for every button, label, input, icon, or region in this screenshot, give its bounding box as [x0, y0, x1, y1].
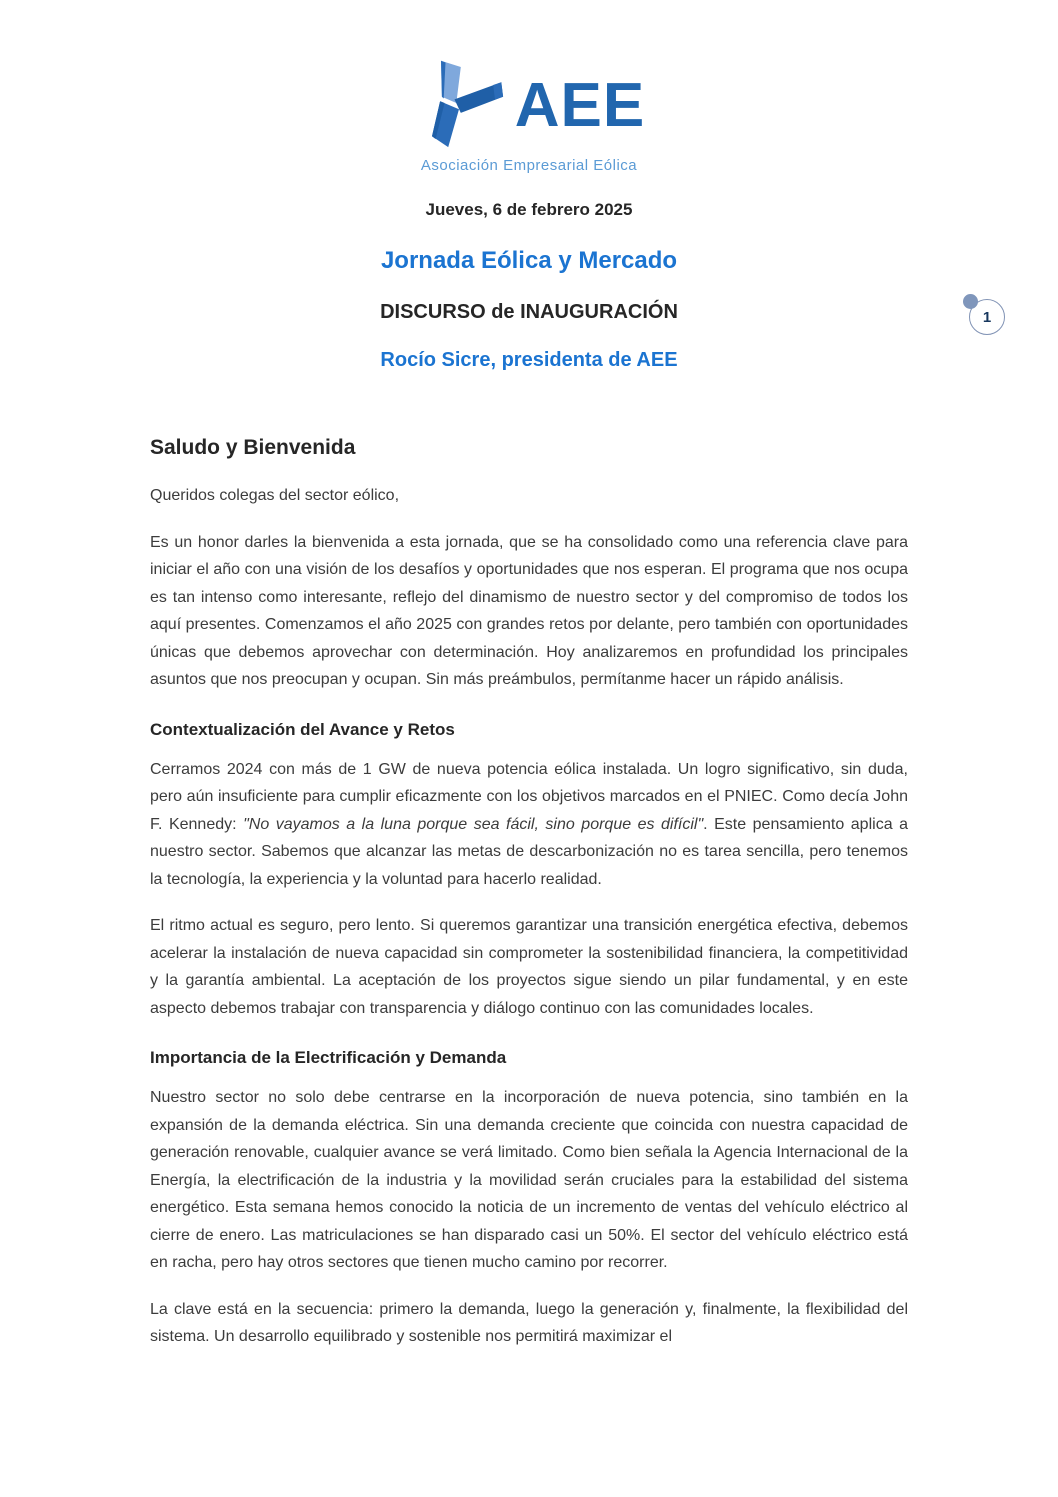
section-heading: Importancia de la Electrificación y Demanda [150, 1048, 507, 1068]
document-body [150, 372, 908, 1351]
body-text: La clave está en la secuencia: primero la demanda, luego la generación y, finalmente, la flexibilidad del sistema. Un desarrollo equilibrado y sostenible nos permitirá maximizar el [150, 1300, 908, 1346]
document-date: Jueves, 6 de febrero 2025 [425, 200, 633, 219]
body-text: Cerramos 2024 con más de 1 GW de nueva potencia eólica instalada. Un logro significativo, sin duda, pero aún insuficiente para cumplir eficazmente con los objetivos marcados en el PNIEC. Como decía John F. Kennedy: [150, 760, 908, 833]
body-text: El ritmo actual es seguro, pero lento. Si queremos garantizar una transición energética efectiva, debemos acelerar la instalación de nueva capacidad sin comprometer la sostenibilidad financiera, la competitividad y la garantía ambiental. La aceptación de los proyectos sigue siendo un pilar fundamental, y en este aspecto debemos trabajar con transparencia y diálogo continuo con las comunidades locales. [150, 917, 908, 1017]
paragraph [150, 756, 908, 894]
document-subtitle: DISCURSO de INAUGURACIÓN [380, 301, 678, 323]
body-text: . Este pensamiento aplica a nuestro sector. Sabemos que alcanzar las metas de descarbonización no es tarea sencilla, pero tenemos la tecnología, la experiencia y la voluntad para hacerlo realidad. [150, 815, 908, 888]
annotation-dot-icon [963, 294, 978, 309]
paragraph [150, 1296, 908, 1351]
logo-tagline: Asociación Empresarial Eólica [420, 157, 638, 174]
wind-turbine-icon [413, 58, 505, 153]
paragraph [150, 482, 908, 510]
document-header [0, 200, 1058, 372]
body-text: Nuestro sector no solo debe centrarse en la incorporación de nueva potencia, sino también en la expansión de la demanda eléctrica. Sin una demanda creciente que coincida con nuestra capacidad de generación renovable, cualquier avance se verá limitado. Como bien señala la Agencia Internacional de la Energía, la electrificación de la industria y la movilidad serán cruciales para la estabilidad del sistema energético. Esta semana hemos conocido la noticia de un incremento de ventas del vehículo eléctrico al cierre de enero. Las matriculaciones se han disparado casi un 50%. El sector del vehículo eléctrico está en racha, pero hay otros sectores que tienen mucho camino por recorrer. [150, 1089, 908, 1272]
body-text: Es un honor darles la bienvenida a esta jornada, que se ha consolidado como una referencia clave para iniciar el año con una visión de los desafíos y oportunidades que nos esperan. El programa que nos ocupa es tan intenso como interesante, reflejo del dinamismo de nuestro sector y del compromiso de todos los aquí presentes. Comenzamos el año 2025 con grandes retos por delante, pero también con oportunidades únicas que debemos aprovechar con determinación. Hoy analizaremos en profundidad los principales asuntos que nos preocupan y ocupan. Sin más preámbulos, permítanme hacer un rápido análisis. [150, 533, 908, 689]
paragraph [150, 1084, 908, 1277]
document-speaker: Rocío Sicre, presidenta de AEE [380, 349, 678, 371]
paragraph [150, 912, 908, 1022]
annotation-number-badge[interactable]: 1 [969, 299, 1005, 335]
section-heading: Contextualización del Avance y Retos [150, 719, 455, 739]
comment-annotation[interactable] [969, 299, 1005, 335]
aee-logo [0, 0, 1058, 174]
paragraph [150, 529, 908, 694]
body-text: Queridos colegas del sector eólico, [150, 487, 400, 504]
logo-acronym: AEE [514, 70, 646, 140]
quote-text: "No vayamos a la luna porque sea fácil, sino porque es difícil" [243, 815, 704, 833]
section-heading: Saludo y Bienvenida [150, 436, 356, 459]
document-title: Jornada Eólica y Mercado [380, 247, 678, 274]
